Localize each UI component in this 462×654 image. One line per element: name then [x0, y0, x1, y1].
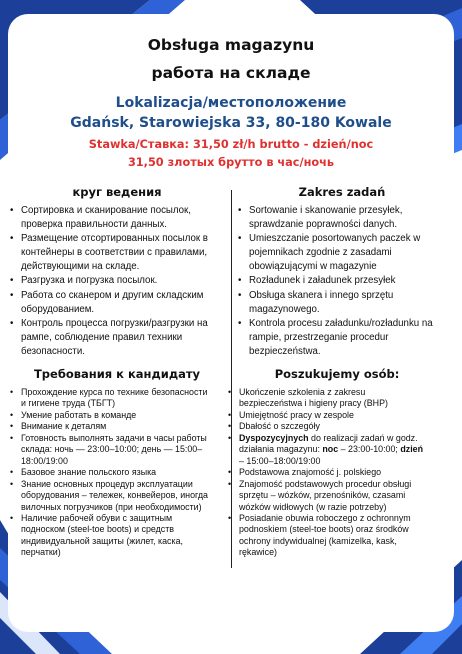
duties-russian-section: [10, 185, 224, 359]
list-item: • Готовность выполнять задачи в часы работы склада: ночь — 23:00–10:00; день — 15:00– 18:00/19:00: [10, 433, 224, 467]
list-item: • Внимание к деталям: [10, 421, 224, 432]
location-heading: Lokalizacja/местоположение: [115, 95, 347, 111]
requirements-russian-heading: Требования к кандидату: [33, 367, 201, 381]
list-item: • Umiejętność pracy w zespole: [228, 410, 446, 421]
list-item: • Posiadanie obuwia roboczego z ochronnym podnoskiem (steel-toe boots) oraz środków ochrony indywidualnej (kamizelka, kask, rękawice): [228, 513, 446, 559]
list-item: • Znajomość podstawowych procedur obsługi sprzętu – wózków, przenośników, czasami wózków widłowych (w razie potrzeby): [228, 479, 446, 513]
duties-polish-section: [238, 185, 446, 359]
list-item: • Работа со сканером и другим складским оборудованием.: [10, 289, 224, 317]
pay-rate-russian: 31,50 злотых брутто в час/ночь: [127, 156, 335, 169]
list-item: • Rozładunek i załadunek przesyłek: [238, 274, 446, 288]
list-item: • Базовое знание польского языка: [10, 467, 224, 478]
duties-polish-list: [238, 204, 446, 359]
requirements-polish-section: [228, 367, 446, 559]
pay-rate-line: Stawka/Ставка: 31,50 zł/h brutto - dzień/noc: [88, 138, 374, 151]
list-item: • Разгрузка и погрузка посылок.: [10, 274, 224, 288]
title-polish: Obsługa magazynu: [147, 36, 315, 54]
requirements-russian-section: [10, 367, 224, 559]
list-item: • Сортировка и сканирование посылок, проверка правильности данных.: [10, 204, 224, 232]
requirements-russian-list: [10, 387, 224, 559]
duties-russian-list: [10, 204, 224, 359]
list-item: • Obsługa skanera i innego sprzętu magazynowego.: [238, 289, 446, 317]
list-item: • Наличие рабочей обуви с защитным подноском (steel-toe boots) и средств индивидуальной защиты (жилет, каска, перчатки): [10, 513, 224, 559]
list-item: • Umieszczanie posortowanych paczek w pojemnikach zgodnie z zasadami obowiązującymi w magazynie: [238, 232, 446, 274]
list-item: • Прохождение курса по технике безопасности и гигиене труда (ТБГТ): [10, 387, 224, 410]
duties-polish-heading: Zakres zadań: [298, 185, 386, 199]
list-item: • Podstawowa znajomość j. polskiego: [228, 467, 446, 478]
title-russian: работа на складе: [151, 64, 311, 82]
requirements-polish-heading: Poszukujemy osób:: [274, 367, 400, 381]
list-item: • Контроль процесса погрузки/разгрузки на рампе, соблюдение правил техники безопасности.: [10, 317, 224, 359]
list-item: • Dbałość o szczegóły: [228, 421, 446, 432]
list-item-availability: • Dyspozycyjnych do realizacji zadań w godz. działania magazynu: noc – 23:00-10:00; dzień – 15:00–18:00/19:00: [228, 433, 446, 467]
duties-russian-heading: круг ведения: [72, 185, 162, 199]
list-item: • Умение работать в команде: [10, 410, 224, 421]
address: Gdańsk, Starowiejska 33, 80-180 Kowale: [70, 115, 392, 131]
list-item: • Ukończenie szkolenia z zakresu bezpieczeństwa i higieny pracy (BHP): [228, 387, 446, 410]
list-item: • Знание основных процедур эксплуатации оборудования – тележек, конвейеров, иногда вилочных погрузчиков (при необходимости): [10, 479, 224, 513]
list-item: • Kontrola procesu załadunku/rozładunku na rampie, przestrzeganie procedur bezpieczeństwa.: [238, 317, 446, 359]
list-item: • Sortowanie i skanowanie przesyłek, sprawdzanie poprawności danych.: [238, 204, 446, 232]
list-item: • Размещение отсортированных посылок в контейнеры в соответствии с правилами, действующими на складе.: [10, 232, 224, 274]
requirements-polish-list: [228, 387, 446, 559]
